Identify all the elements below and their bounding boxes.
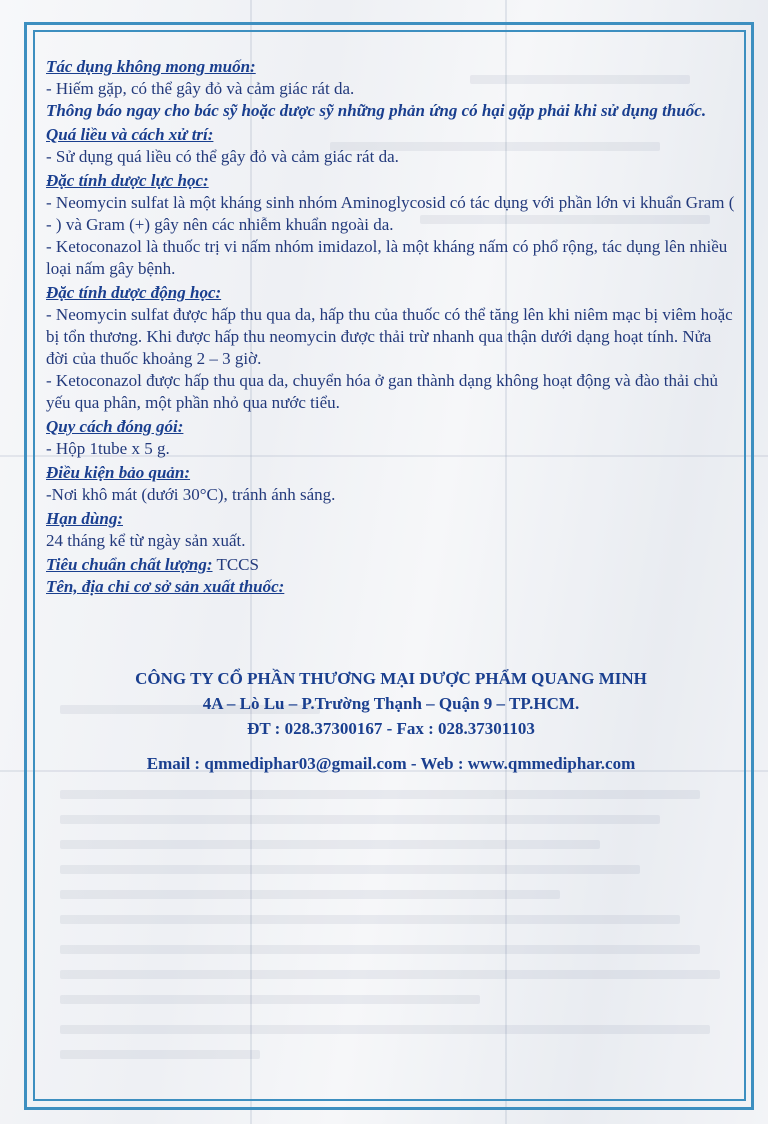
- warning-text: Thông báo ngay cho bác sỹ hoặc dược sỹ những phản ứng có hại gặp phải khi sử dụng thuốc.: [46, 101, 707, 120]
- section-heading: Đặc tính dược lực học:: [46, 171, 209, 190]
- section-heading: Tiêu chuẩn chất lượng:: [46, 555, 213, 574]
- section-text: - Neomycin sulfat là một kháng sinh nhóm Aminoglycosid có tác dụng với phần lớn vi khuẩn Gram ( - ) và Gram (+) gây nên các nhiễm khuẩn ngoài da.: [46, 193, 735, 234]
- section-text: - Hiếm gặp, có thể gây đỏ và cảm giác rát da.: [46, 79, 355, 98]
- section-heading: Quá liều và cách xử trí:: [46, 125, 214, 144]
- company-name: CÔNG TY CỔ PHẦN THƯƠNG MẠI DƯỢC PHẨM QUANG MINH: [135, 669, 647, 688]
- company-contact: Email : qmmediphar03@gmail.com - Web : www.qmmediphar.com: [146, 754, 636, 773]
- company-phone: ĐT : 028.37300167 - Fax : 028.37301103: [247, 719, 535, 738]
- section-heading: Tác dụng không mong muốn:: [46, 57, 256, 76]
- section-heading: Quy cách đóng gói:: [46, 417, 184, 436]
- quality-standard: [46, 554, 736, 576]
- section-text: - Sử dụng quá liều có thể gây đỏ và cảm giác rát da.: [46, 147, 399, 166]
- section-text: - Hộp 1tube x 5 g.: [46, 439, 170, 458]
- section-heading: Điều kiện bảo quản:: [46, 463, 191, 482]
- section-heading: Đặc tính dược động học:: [46, 283, 222, 302]
- standard-value: TCCS: [212, 555, 259, 574]
- section-heading: Hạn dùng:: [46, 509, 123, 528]
- section-text: - Neomycin sulfat được hấp thu qua da, hấp thu của thuốc có thể tăng lên khi niêm mạc bị viêm hoặc bị tổn thương. Khi được hấp thu neomycin được thải trừ nhanh qua thận dưới dạng hoạt tính. Nửa đời của thuốc khoảng 2 – 3 giờ.: [46, 305, 733, 368]
- company-address: 4A – Lò Lu – P.Trường Thạnh – Quận 9 – TP.HCM.: [202, 694, 580, 713]
- company-block: [46, 668, 736, 775]
- section-text: - Ketoconazol là thuốc trị vi nấm nhóm imidazol, là một kháng nấm có phổ rộng, tác dụng lên nhiều loại nấm gây bệnh.: [46, 237, 728, 278]
- section-text: 24 tháng kể từ ngày sản xuất.: [46, 531, 246, 550]
- section-heading: Tên, địa chỉ cơ sở sản xuất thuốc:: [46, 577, 285, 596]
- section-text: -Nơi khô mát (dưới 30°C), tránh ánh sáng.: [46, 485, 336, 504]
- section-text: - Ketoconazol được hấp thu qua da, chuyển hóa ở gan thành dạng không hoạt động và đào thải chủ yếu qua phân, một phần nhỏ qua nước tiểu.: [46, 371, 719, 412]
- leaflet-content: [46, 56, 736, 598]
